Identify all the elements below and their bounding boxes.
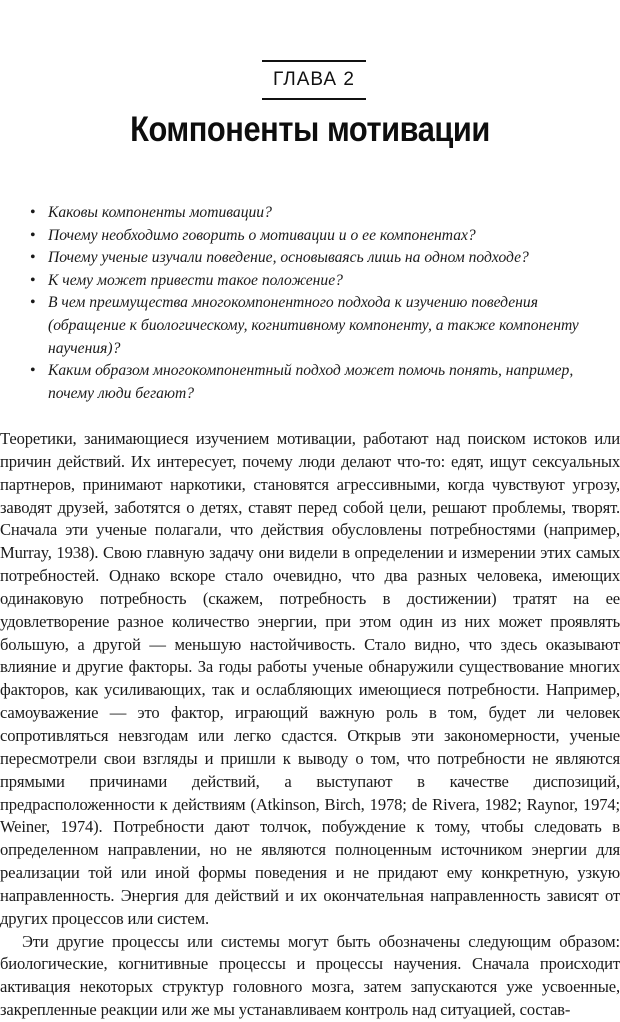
paragraph: Эти другие процессы или системы могут быть обозначены следующим образом: биологические, когнитивные процессы и процессы научения. Сначала происходит активация некоторых структур головного мозга, затем запускаются уже усвоенные, закрепленные реакции или же мы устанавливаем контроль над ситуацией, состав- (0, 931, 620, 1020)
paragraph: Теоретики, занимающиеся изучением мотивации, работают над поиском истоков или причин действий. Их интересует, почему люди делают что-то: едят, ищут сексуальных партнеров, принимают наркотики, становятся агрессивными, когда чувствуют угрозу, заводят друзей, заботятся о детях, ставят перед собой цели, решают проблемы, творят. Сначала эти ученые полагали, что действия обусловлены потребностями (например, Murray, 1938). Свою главную задачу они видели в определении и измерении этих самых потребностей. Однако вскоре стало очевидно, что два разных человека, имеющих одинаковую потребность (скажем, потребность в достижении) тратят на ее удовлетворение разное количество энергии, при этом один из них может проявлять большую, а другой — меньшую настойчивость. Стало видно, что здесь оказывают влияние и другие факторы. За годы работы ученые обнаружили существование многих факторов, как усиливающих, так и ослабляющих имеющиеся потребности. Например, самоуважение — это фактор, играющий важную роль в том, будет ли человек сопротивляться невзгодам или легко сдастся. Открыв эти закономерности, ученые пересмотрели свои взгляды и пришли к выводу о том, что потребности не являются прямыми причинами действий, а выступают в качестве диспозиций, предрасположенности к действиям (Atkinson, Birch, 1978; de Rivera, 1982; Raynor, 1974; Weiner, 1974). Потребности дают толчок, побуждение к тому, чтобы следовать в определенном направлении, но не являются полноценным источником энергии для реализации той или иной формы поведения и не придают ему конкретную, узкую направленность. Энергия для действий и их окончательная направленность зависят от других процессов или систем. (0, 429, 620, 928)
question-item: • Почему ученые изучали поведение, основываясь лишь на одном подходе? (30, 247, 610, 270)
body-text (0, 428, 620, 1022)
question-item: • Почему необходимо говорить о мотивации и о ее компонентах? (30, 225, 610, 248)
chapter-title: Компоненты мотивации (130, 110, 490, 149)
question-item: • К чему может привести такое положение? (30, 270, 610, 293)
question-item: • В чем преимущества многокомпонентного подхода к изучению поведения (обращение к биологическому, когнитивному компоненту, а также компоненту научения)? (30, 292, 610, 360)
chapter-questions-list (30, 202, 610, 405)
chapter-label: ГЛАВА 2 (262, 60, 366, 100)
question-item: • Каковы компоненты мотивации? (30, 202, 610, 225)
question-item: • Каким образом многокомпонентный подход может помочь понять, например, почему люди бегают? (30, 360, 610, 405)
